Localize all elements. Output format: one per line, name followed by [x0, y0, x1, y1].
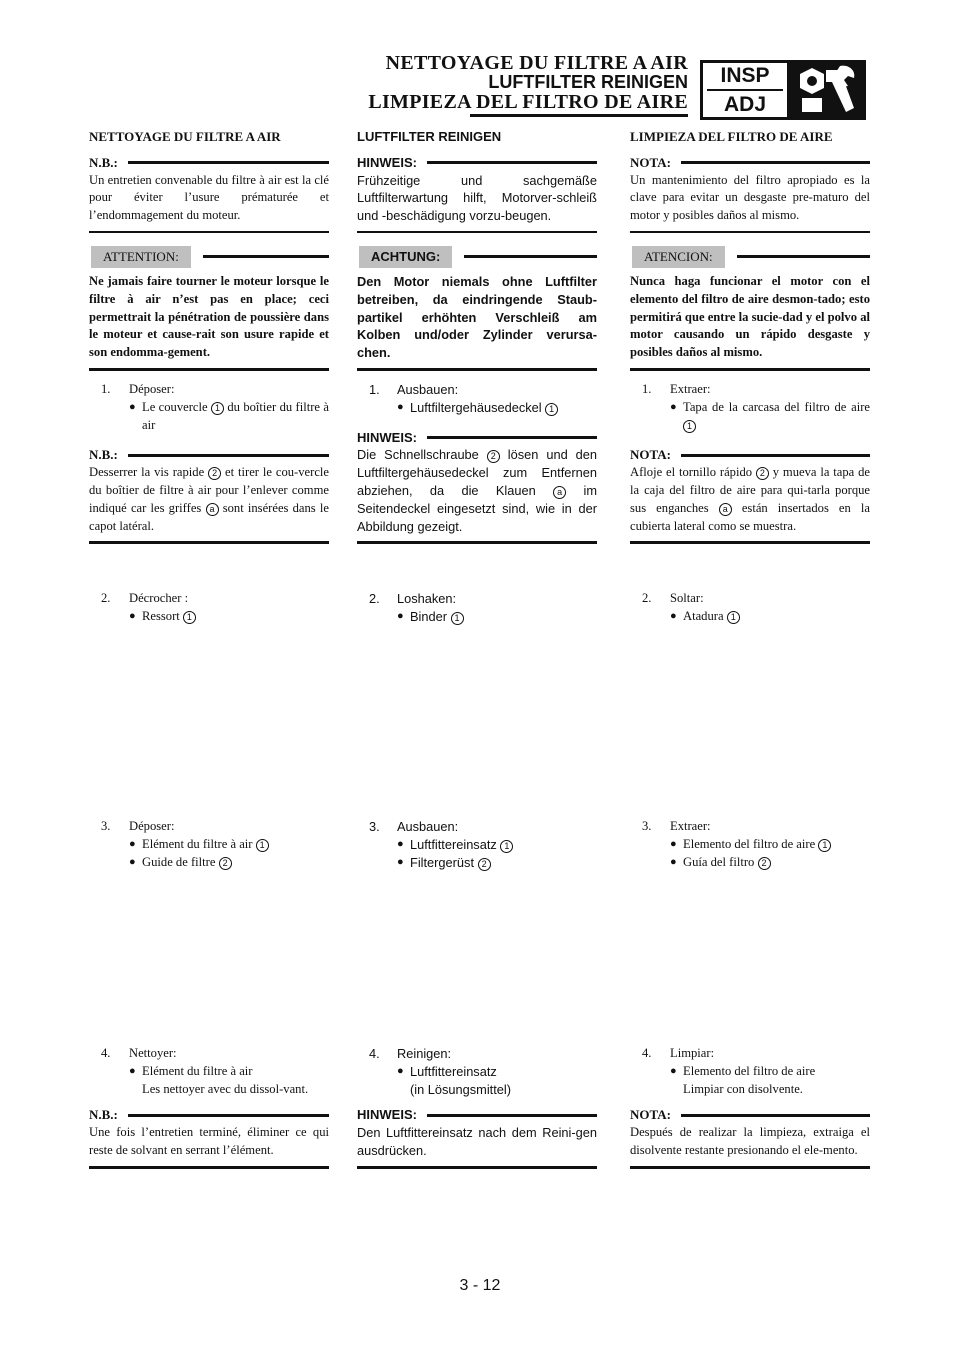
note-text: Después de realizar la limpieza, extraiga el disolvente restante presionando el ele-mento.: [630, 1124, 870, 1169]
page-header: [0, 0, 960, 120]
callout-1-icon: 1: [545, 403, 558, 416]
step-number: 1.: [101, 381, 111, 396]
note-text: Une fois l’entretien terminé, éliminer ce qui reste de solvant en serrant l’élément.: [89, 1124, 329, 1169]
callout-1-icon: 1: [500, 840, 513, 853]
bullet-icon: ●: [129, 609, 136, 622]
bullet-icon: ●: [397, 609, 404, 622]
bullet-icon: ●: [129, 400, 136, 413]
badge-top-text: INSP: [707, 63, 783, 91]
bullet-icon: ●: [129, 855, 136, 868]
bullet-icon: ●: [129, 1064, 136, 1077]
callout-1-icon: 1: [183, 611, 196, 624]
caution-box: [630, 245, 870, 371]
note-label: NOTA:: [630, 447, 671, 463]
bullet-icon: ●: [397, 400, 404, 413]
list-item: ● Elément du filtre à air: [129, 1063, 329, 1081]
callout-2-icon: 2: [208, 467, 221, 480]
caution-box: [357, 245, 597, 371]
callout-2-icon: 2: [219, 857, 232, 870]
badge-label: [700, 60, 790, 120]
step-2: 2. Décrocher : ● Ressort 1: [101, 590, 329, 626]
note-label: N.B.:: [89, 1107, 118, 1123]
note-text: Un mantenimiento del filtro apropiado es la clave para evitar un desgaste pre-maturo del motor y posibles daños al mismo.: [630, 172, 870, 233]
section-title: LIMPIEZA DEL FILTRO DE AIRE: [630, 129, 833, 144]
list-item: ● Elemento del filtro de aire 1: [670, 836, 870, 854]
callout-2-icon: 2: [756, 467, 769, 480]
bullet-icon: ●: [397, 855, 404, 868]
step-3: 3. Extraer: ● Elemento del filtro de aire 1 ● Guía del filtro 2: [642, 818, 870, 871]
step-1: 1. Extraer: ● Tapa de la carcasa del filtro de aire 1: [642, 381, 870, 434]
note-header: [357, 429, 597, 447]
list-item: ● Filtergerüst 2: [397, 854, 597, 872]
step-3: 3. Déposer: ● Elément du filtre à air 1 ● Guide de filtre 2: [101, 818, 329, 871]
note-text: Die Schnellschraube 2 lösen und den Luftfiltergehäusedeckel zum Entfernen abziehen, da die Klauen a im Seitendeckel eingesetzt sind, wie in der Abbildung gezeigt.: [357, 446, 597, 544]
insp-adj-badge: [700, 60, 866, 120]
note-header: [630, 446, 870, 464]
step-2: 2. Soltar: ● Atadura 1: [642, 590, 870, 626]
callout-1-icon: 1: [211, 402, 224, 415]
list-item: ● Luftfittereinsatz 1: [397, 836, 597, 854]
note-label: NOTA:: [630, 1107, 671, 1123]
header-title-fr: NETTOYAGE DU FILTRE A AIR: [385, 52, 688, 74]
step-3: 3. Ausbauen: ● Luftfittereinsatz 1 ● Filtergerüst 2: [369, 818, 597, 871]
note-label: N.B.:: [89, 154, 118, 170]
note-text: Desserrer la vis rapide 2 et tirer le cou-vercle du boîtier de filtre à air pour l’enlever comme indiqué car les griffes a sont insérées dans le capot latéral.: [89, 464, 329, 544]
caution-label: ATENCION:: [632, 246, 725, 268]
note-header: [357, 1106, 597, 1124]
step-1: 1. Ausbauen: ● Luftfiltergehäusedeckel 1: [369, 381, 597, 417]
section-title: LUFTFILTER REINIGEN: [357, 129, 502, 144]
list-item: ● Le couvercle 1 du boîtier du filtre à air: [129, 399, 329, 435]
step-1: [101, 381, 329, 434]
callout-1-icon: 1: [683, 420, 696, 433]
caution-rule: [203, 255, 329, 258]
list-item: ● Elément du filtre à air 1: [129, 836, 329, 854]
list-item: ● Elemento del filtro de aire: [670, 1063, 870, 1081]
step-4: 4. Nettoyer: ● Elément du filtre à air Les nettoyer avec du dissol-vant.: [101, 1045, 329, 1098]
bullet-icon: ●: [670, 400, 677, 413]
note-text: Den Luftfittereinsatz nach dem Reini-gen ausdrücken.: [357, 1124, 597, 1169]
sub-instruction: (in Lösungsmittel): [410, 1081, 511, 1097]
callout-1-icon: 1: [818, 839, 831, 852]
step-2: 2. Loshaken: ● Binder 1: [369, 590, 597, 626]
list-item: ● Ressort 1: [129, 608, 329, 626]
note-header: [89, 446, 329, 464]
list-item: ● Guía del filtro 2: [670, 854, 870, 872]
bullet-icon: ●: [397, 1064, 404, 1077]
caution-text: Den Motor niemals ohne Luftfilter betreiben, da eindringende Staub-partikel erhöhten Verschleiß am Kolben und/oder Zylinder verursa-chen.: [357, 269, 597, 371]
wrench-bolt-icon: [788, 60, 866, 120]
callout-a-icon: a: [553, 486, 566, 499]
note-rule: [128, 161, 329, 164]
badge-bottom-text: ADJ: [723, 93, 766, 116]
note-label: HINWEIS:: [357, 1107, 417, 1123]
header-title-de: LUFTFILTER REINIGEN: [488, 72, 688, 92]
sub-instruction: Limpiar con disolvente.: [683, 1081, 803, 1096]
list-item: ● Binder 1: [397, 608, 597, 626]
callout-2-icon: 2: [758, 857, 771, 870]
callout-a-icon: a: [206, 503, 219, 516]
step-action: Déposer:: [129, 381, 175, 396]
page-number: 3 - 12: [459, 1277, 501, 1294]
note-label: HINWEIS:: [357, 154, 417, 170]
callout-2-icon: 2: [487, 450, 500, 463]
callout-1-icon: 1: [256, 839, 269, 852]
list-item: ● Luftfiltergehäusedeckel 1: [397, 399, 597, 417]
caution-label: ACHTUNG:: [359, 246, 452, 268]
bullet-icon: ●: [670, 855, 677, 868]
step-4: 4. Reinigen: ● Luftfittereinsatz (in Lösungsmittel): [369, 1045, 597, 1098]
note-header: [630, 154, 870, 172]
note-text: Afloje el tornillo rápido 2 y mueva la tapa de la caja del filtro de aire para qui-tarla porque sus enganches a están insertados en la cubierta lateral como se muestra.: [630, 464, 870, 544]
bullet-icon: ●: [670, 609, 677, 622]
sub-instruction: Les nettoyer avec du dissol-vant.: [142, 1081, 309, 1096]
note-label: N.B.:: [89, 447, 118, 463]
bullet-icon: ●: [670, 1064, 677, 1077]
note-text: Frühzeitige und sachgemäße Luftfilterwartung hilft, Motorver-schleiß und -beschädigung vorzu-beugen.: [357, 172, 597, 233]
header-divider: [470, 114, 688, 117]
note-header: [89, 154, 329, 172]
caution-text: Nunca haga funcionar el motor con el elemento del filtro de aire desmon-tado; esto permitirá que entre la sucie-dad y el polvo al motor causando un rápido desgaste y posibles daños al mismo.: [630, 269, 870, 371]
step-4: 4. Limpiar: ● Elemento del filtro de aire Limpiar con disolvente.: [642, 1045, 870, 1098]
callout-a-icon: a: [719, 503, 732, 516]
callout-2-icon: 2: [478, 858, 491, 871]
note-header: [357, 154, 597, 172]
bullet-icon: ●: [129, 837, 136, 850]
section-title: NETTOYAGE DU FILTRE A AIR: [89, 129, 281, 144]
list-item: ● Guide de filtre 2: [129, 854, 329, 872]
note-header: [89, 1106, 329, 1124]
callout-1-icon: 1: [451, 612, 464, 625]
caution-text: Ne jamais faire tourner le moteur lorsque le filtre à air n’est pas en place; ceci permettrait la pénétration de poussière dans le moteur et cause-rait son usure rapide et son endomma-gement.: [89, 269, 329, 371]
note-label: HINWEIS:: [357, 429, 417, 445]
caution-label: ATTENTION:: [91, 246, 191, 268]
note-header: [630, 1106, 870, 1124]
header-title-es: LIMPIEZA DEL FILTRO DE AIRE: [368, 91, 688, 113]
list-item: ● Atadura 1: [670, 608, 870, 626]
caution-box: [89, 245, 329, 371]
callout-1-icon: 1: [727, 611, 740, 624]
note-text: Un entretien convenable du filtre à air est la clé pour éviter l’usure prématurée et l’endommagement du moteur.: [89, 172, 329, 233]
list-item: ● Tapa de la carcasa del filtro de aire 1: [670, 399, 870, 435]
list-item: ● Luftfittereinsatz: [397, 1063, 497, 1079]
note-label: NOTA:: [630, 154, 671, 170]
bullet-icon: ●: [670, 837, 677, 850]
bullet-icon: ●: [397, 837, 404, 850]
